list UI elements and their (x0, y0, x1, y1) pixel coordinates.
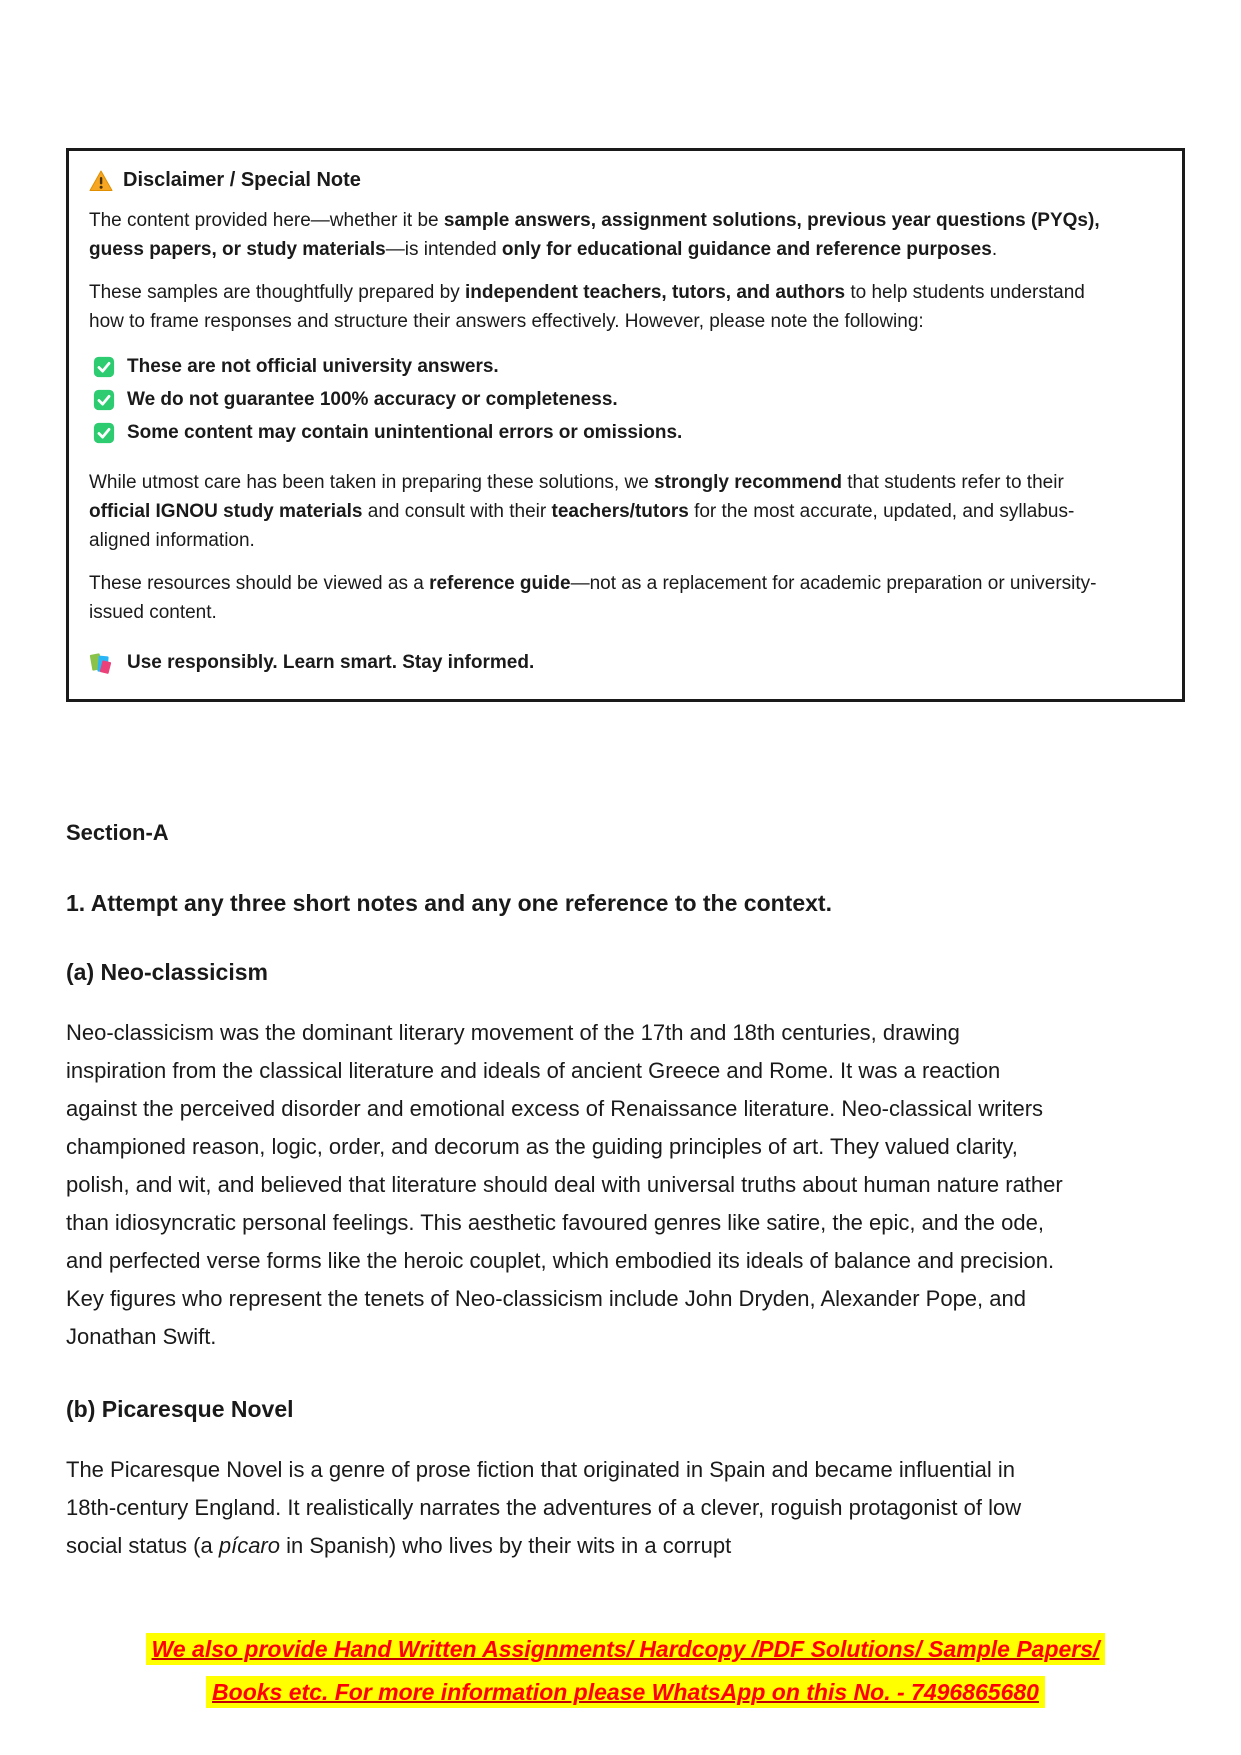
check-icon (93, 389, 115, 411)
promo-line (66, 1671, 1185, 1714)
question-heading: 1. Attempt any three short notes and any one reference to the context. (66, 890, 832, 916)
answer-a-paragraph: Neo-classicism was the dominant literary movement of the 17th and 18th centuries, drawing inspiration from the classical literature and ideals of ancient Greece and Rome. It was a reaction against the perceived disorder and emotional excess of Renaissance literature. Neo-classical writers championed reason, logic, order, and decorum as the guiding principles of art. They valued clarity, polish, and wit, and believed that literature should deal with universal truths about human nature rather than idiosyncratic personal feelings. This aesthetic favoured genres like satire, the epic, and the ode, and perfected verse forms like the heroic couplet, which embodied its ideals of balance and precision. Key figures who represent the tenets of Neo-classicism include John Dryden, Alexander Pope, and Jonathan Swift. (66, 1020, 1063, 1349)
checklist-item-text: Some content may contain unintentional errors or omissions. (127, 422, 683, 443)
check-icon (93, 356, 115, 378)
checklist-item (93, 389, 1162, 411)
answer-content (66, 820, 1066, 1605)
books-icon (89, 651, 115, 675)
checklist-item (93, 422, 1162, 444)
disclaimer-paragraph-2: These samples are thoughtfully prepared by independent teachers, tutors, and authors to help students understand how to frame responses and structure their answers effectively. However, please note the following: (89, 282, 1085, 332)
promo-line (66, 1628, 1185, 1671)
disclaimer-title-row (89, 169, 1162, 192)
disclaimer-paragraph-1: The content provided here—whether it be sample answers, assignment solutions, previous year questions (PYQs), guess papers, or study materials—is intended only for educational guidance and reference purposes. (89, 210, 1100, 260)
promo-line-2-text: Books etc. For more information please WhatsApp on this No. - 7496865680 (206, 1676, 1045, 1708)
disclaimer-checklist (93, 356, 1162, 444)
promo-banner (66, 1628, 1185, 1714)
checklist-item (93, 356, 1162, 378)
disclaimer-closing-text: Use responsibly. Learn smart. Stay informed. (127, 652, 535, 673)
section-heading: Section-A (66, 820, 169, 845)
answer-a-heading: (a) Neo-classicism (66, 959, 268, 985)
disclaimer-title: Disclaimer / Special Note (123, 169, 361, 191)
disclaimer-closing-row (89, 651, 1162, 675)
check-icon (93, 422, 115, 444)
disclaimer-box (66, 148, 1185, 702)
checklist-item-text: These are not official university answers. (127, 356, 499, 377)
checklist-item-text: We do not guarantee 100% accuracy or completeness. (127, 389, 618, 410)
promo-line-1-text: We also provide Hand Written Assignments/ Hardcopy /PDF Solutions/ Sample Papers/ (146, 1633, 1106, 1665)
answer-b-heading: (b) Picaresque Novel (66, 1396, 294, 1422)
warning-icon (89, 170, 113, 192)
disclaimer-paragraph-3: While utmost care has been taken in preparing these solutions, we strongly recommend that students refer to their official IGNOU study materials and consult with their teachers/tutors for the most accurate, updated, and syllabus-aligned information. (89, 472, 1075, 551)
disclaimer-paragraph-4: These resources should be viewed as a reference guide—not as a replacement for academic preparation or university-issued content. (89, 573, 1097, 623)
answer-b-paragraph: The Picaresque Novel is a genre of prose fiction that originated in Spain and became influential in 18th-century England. It realistically narrates the adventures of a clever, roguish protagonist of low social status (a pícaro in Spanish) who lives by their wits in a corrupt (66, 1457, 1022, 1558)
